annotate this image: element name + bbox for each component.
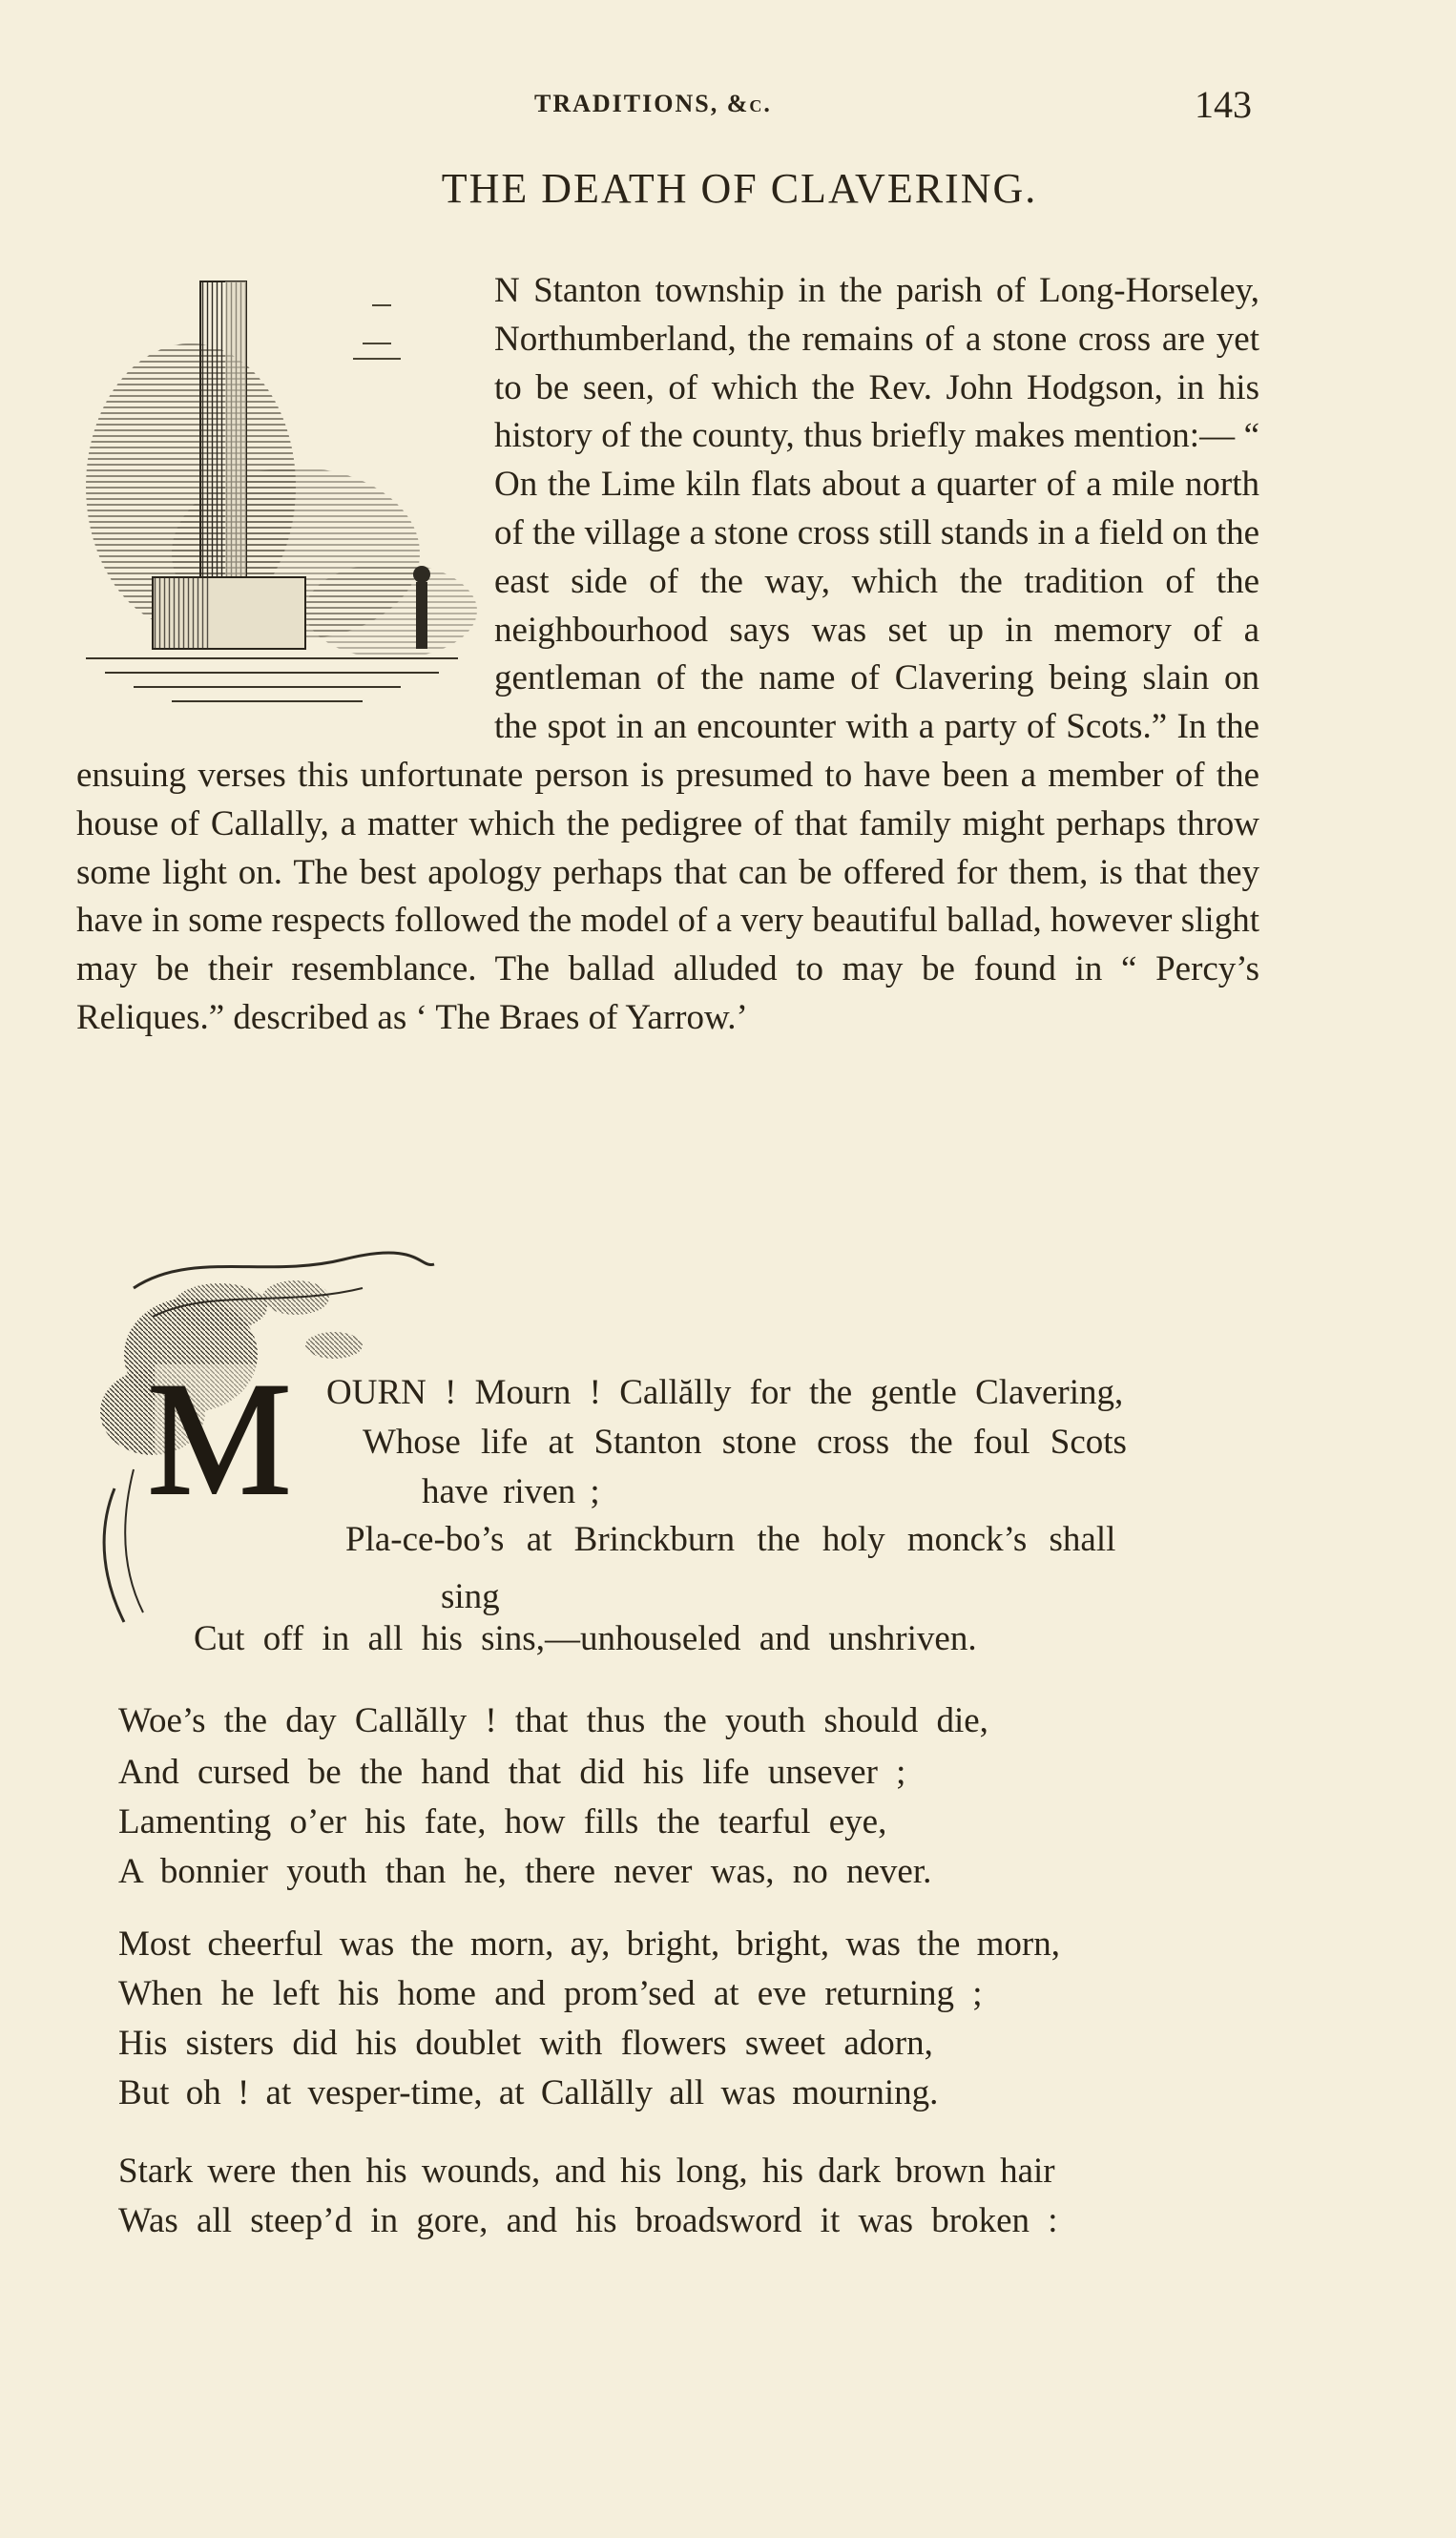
verse-line: sing (441, 1577, 500, 1616)
verse-line: Most cheerful was the morn, ay, bright, bright, was the morn, (118, 1924, 1060, 1964)
ornamental-initial (76, 1250, 439, 1632)
running-title: TRADITIONS, &c. (534, 90, 772, 117)
verse-line: And cursed be the hand that did his life unsever ; (118, 1753, 906, 1792)
verse-line: But oh ! at vesper-time, at Callălly all was mourning. (118, 2073, 939, 2112)
verse-line: Pla-ce-bo’s at Brinckburn the holy monck’s shall (345, 1520, 1116, 1559)
verse-line: His sisters did his doublet with flowers sweet adorn, (118, 2024, 933, 2063)
verse-line: Lamenting o’er his fate, how fills the tearful eye, (118, 1802, 887, 1841)
verse-line: When he left his home and prom’sed at eve returning ; (118, 1974, 983, 2013)
prose-block (76, 267, 1259, 1043)
drop-cap-letter: M (147, 1349, 292, 1529)
verse-line: Was all steep’d in gore, and his broadsword it was broken : (118, 2201, 1058, 2240)
running-head (0, 82, 1456, 130)
verse-line: Woe’s the day Callălly ! that thus the youth should die, (118, 1701, 988, 1740)
intro-paragraph: N Stanton township in the parish of Long-Horseley, Northumberland, the remains of a stone cross are yet to be seen, of which the Rev. John Hodgson, in his history of the county, thus briefly makes mention:— “ On the Lime kiln flats about a quarter of a mile north of the village a stone cross still stands in a field on the east side of the way, which the tradition of the neighbourhood says was set up in memory of a gentleman of the name of Clavering being slain on the spot in an encounter with a party of Scots.” In the ensuing verses this unfortunate person is presumed to have been a member of the house of Callally, a matter which the pedigree of that family might perhaps throw some light on. The best apology perhaps that can be offered for them, is that they have in some respects followed the model of a very beautiful ballad, however slight may be their resemblance. The ballad alluded to may be found in “ Percy’s Reliques.” described as ‘ The Braes of Yarrow.’ (76, 271, 1259, 1037)
verse-line: Stark were then his wounds, and his long, his dark brown hair (118, 2152, 1055, 2191)
verse-line: OURN ! Mourn ! Callălly for the gentle Clavering, (326, 1373, 1124, 1412)
stone-cross-engraving (76, 267, 489, 716)
verse-line: Cut off in all his sins,—unhouseled and unshriven. (194, 1619, 977, 1658)
verse-line: A bonnier youth than he, there never was, no never. (118, 1852, 932, 1891)
verse-line: Whose life at Stanton stone cross the foul Scots (363, 1423, 1127, 1462)
chapter-title: THE DEATH OF CLAVERING. (441, 165, 1038, 212)
page-number: 143 (1195, 83, 1252, 126)
verse-line: have riven ; (422, 1472, 600, 1511)
